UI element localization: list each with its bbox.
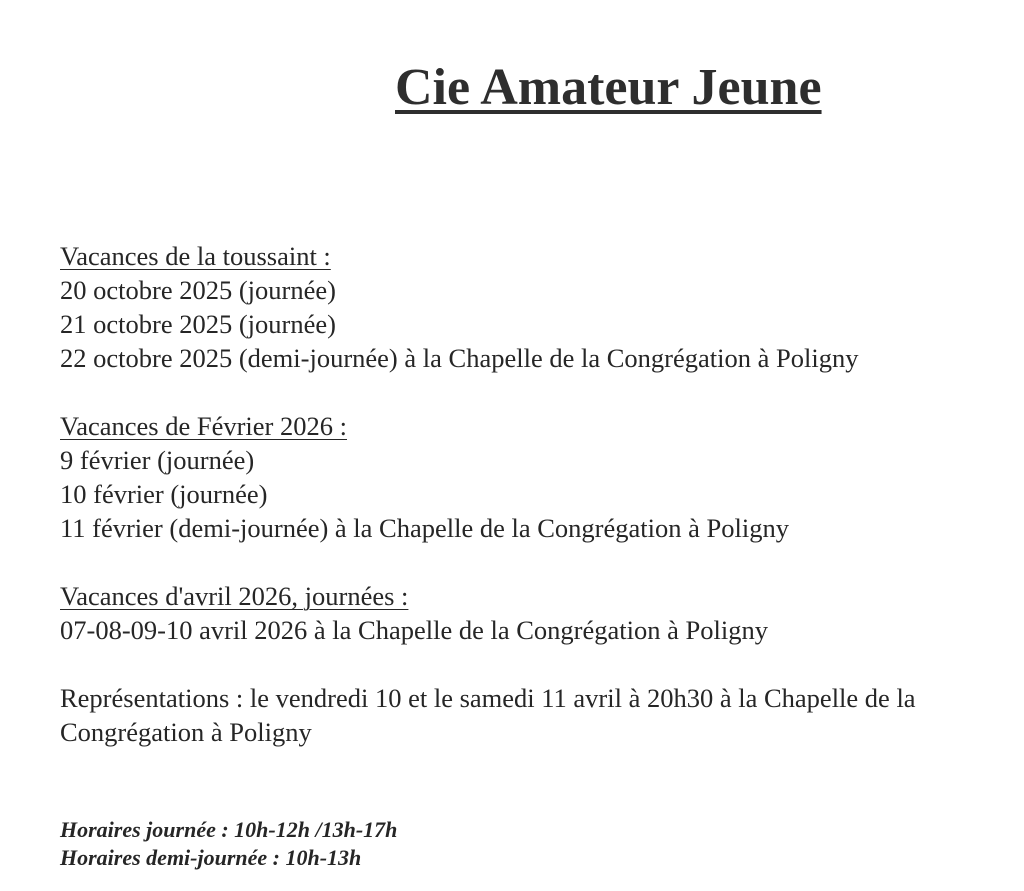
date-line: 22 octobre 2025 (demi-journée) à la Chapelle de la Congrégation à Poligny	[60, 343, 859, 373]
performances-line: Congrégation à Poligny	[60, 717, 312, 747]
hours-full-day: Horaires journée : 10h-12h /13h-17h	[60, 817, 398, 842]
date-line: 11 février (demi-journée) à la Chapelle de la Congrégation à Poligny	[60, 513, 789, 543]
date-line: 20 octobre 2025 (journée)	[60, 275, 336, 305]
hours-half-day: Horaires demi-journée : 10h-13h	[60, 845, 362, 870]
section-toussaint	[60, 239, 858, 375]
section-heading: Vacances de la toussaint :	[60, 241, 331, 271]
performances-line: Représentations : le vendredi 10 et le samedi 11 avril à 20h30 à la Chapelle de la	[60, 683, 916, 713]
hours	[60, 816, 397, 872]
performances	[60, 681, 916, 749]
date-line: 9 février (journée)	[60, 445, 255, 475]
section-heading: Vacances d'avril 2026, journées :	[60, 581, 409, 611]
section-fevrier	[60, 409, 789, 545]
date-line: 21 octobre 2025 (journée)	[60, 309, 336, 339]
section-avril	[60, 579, 768, 647]
date-line: 10 février (journée)	[60, 479, 268, 509]
page-title: Cie Amateur Jeune	[395, 59, 822, 116]
date-line: 07-08-09-10 avril 2026 à la Chapelle de la Congrégation à Poligny	[60, 615, 768, 645]
section-heading: Vacances de Février 2026 :	[60, 411, 347, 441]
